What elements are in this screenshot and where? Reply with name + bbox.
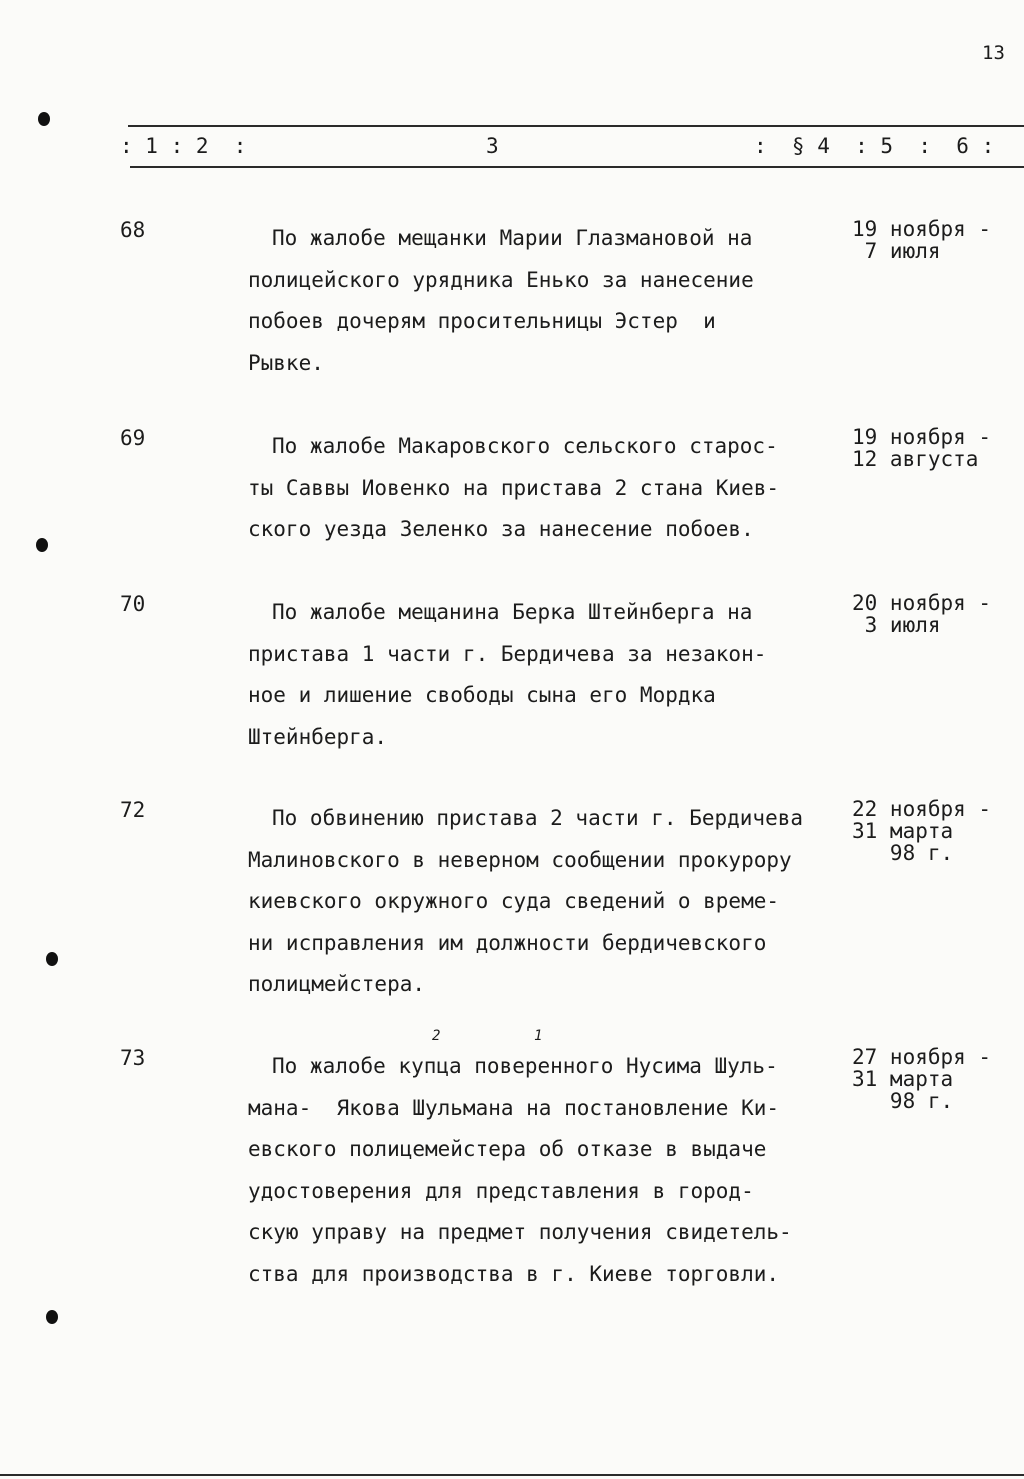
punch-hole <box>36 538 48 552</box>
date-line: 7 июля <box>852 239 941 263</box>
date-line: 31 марта <box>852 1067 954 1091</box>
punch-hole <box>38 112 50 126</box>
handwritten-mark: 2 <box>432 1028 441 1044</box>
text-line: Рывке. <box>248 350 324 375</box>
date-line: 3 июля <box>852 613 941 637</box>
entry-number: 73 <box>120 1046 146 1070</box>
text-line: По жалобе мещанки Марии Глазмановой на <box>272 226 753 250</box>
text-line: скую управу на предмет получения свидетель- <box>248 1220 792 1244</box>
text-line: побоев дочерям просительницы Эстер и <box>248 309 716 333</box>
entry-number: 72 <box>120 798 146 822</box>
text-line: ского уезда Зеленко за нанесение побоев. <box>248 517 754 541</box>
text-line: киевского окружного суда сведений о време- <box>248 889 780 913</box>
text-line: Малиновского в неверном сообщении прокурору <box>248 847 792 872</box>
handwritten-mark: 1 <box>534 1028 543 1044</box>
text-line: По жалобе купца поверенного Нусима Шуль- <box>272 1054 778 1078</box>
text-line: ное и лишение свободы сына его Мордка <box>248 683 716 707</box>
text-line: полицмейстера. <box>248 972 426 996</box>
text-line: ты Саввы Иовенко на пристава 2 стана Киев- <box>248 475 780 500</box>
date-line: 98 г. <box>852 841 954 865</box>
text-line: По жалобе Макаровского сельского старос- <box>272 434 778 458</box>
text-line: мана- Якова Шульмана на постановление Ки- <box>248 1095 780 1120</box>
date-line: 22 ноября - <box>852 797 992 821</box>
punch-hole <box>46 952 58 966</box>
text-line: По обвинению пристава 2 части г. Бердичева <box>272 806 804 830</box>
entry-description <box>248 218 828 384</box>
entry-number: 68 <box>120 218 146 242</box>
date-line: 27 ноября - <box>852 1045 992 1069</box>
entry-description <box>248 592 828 758</box>
text-line: полицейского урядника Енько за нанесение <box>248 267 754 292</box>
column-header-row <box>120 134 1024 162</box>
punch-hole <box>46 1310 58 1324</box>
text-line: ства для производства в г. Киеве торговли. <box>248 1261 780 1286</box>
date-line: 19 ноября - <box>852 217 992 241</box>
entry-number: 69 <box>120 426 146 450</box>
entry-dates <box>852 1046 1024 1112</box>
entry-dates <box>852 798 1024 864</box>
text-line: удостоверения для представления в город- <box>248 1178 754 1203</box>
text-line: По жалобе мещанина Берка Штейнберга на <box>272 600 753 624</box>
header-col-4-6: : § 4 : 5 : 6 : <box>754 134 995 158</box>
header-col-3: 3 <box>486 134 499 158</box>
date-line: 31 марта <box>852 819 954 843</box>
header-top-rule <box>128 125 1024 127</box>
text-line: евского полицемейстера об отказе в выдаче <box>248 1137 767 1161</box>
entry-dates <box>852 426 1024 470</box>
bottom-edge-line <box>0 1474 1024 1476</box>
date-line: 98 г. <box>852 1089 954 1113</box>
entry-description <box>248 798 828 1006</box>
text-line: ни исправления им должности бердичевского <box>248 930 767 955</box>
entry-dates <box>852 218 1024 262</box>
text-line: пристава 1 части г. Бердичева за незакон- <box>248 641 767 666</box>
header-bottom-rule <box>130 166 1024 168</box>
date-line: 19 ноября - <box>852 425 992 449</box>
entry-dates <box>852 592 1024 636</box>
entry-description <box>248 426 828 551</box>
page-number: 13 <box>982 42 1005 64</box>
date-line: 20 ноября - <box>852 591 992 615</box>
header-col-1-2: : 1 : 2 : <box>120 134 247 158</box>
date-line: 12 августа <box>852 447 979 471</box>
entry-description <box>248 1046 828 1295</box>
entry-number: 70 <box>120 592 146 616</box>
text-line: Штейнберга. <box>248 724 388 749</box>
